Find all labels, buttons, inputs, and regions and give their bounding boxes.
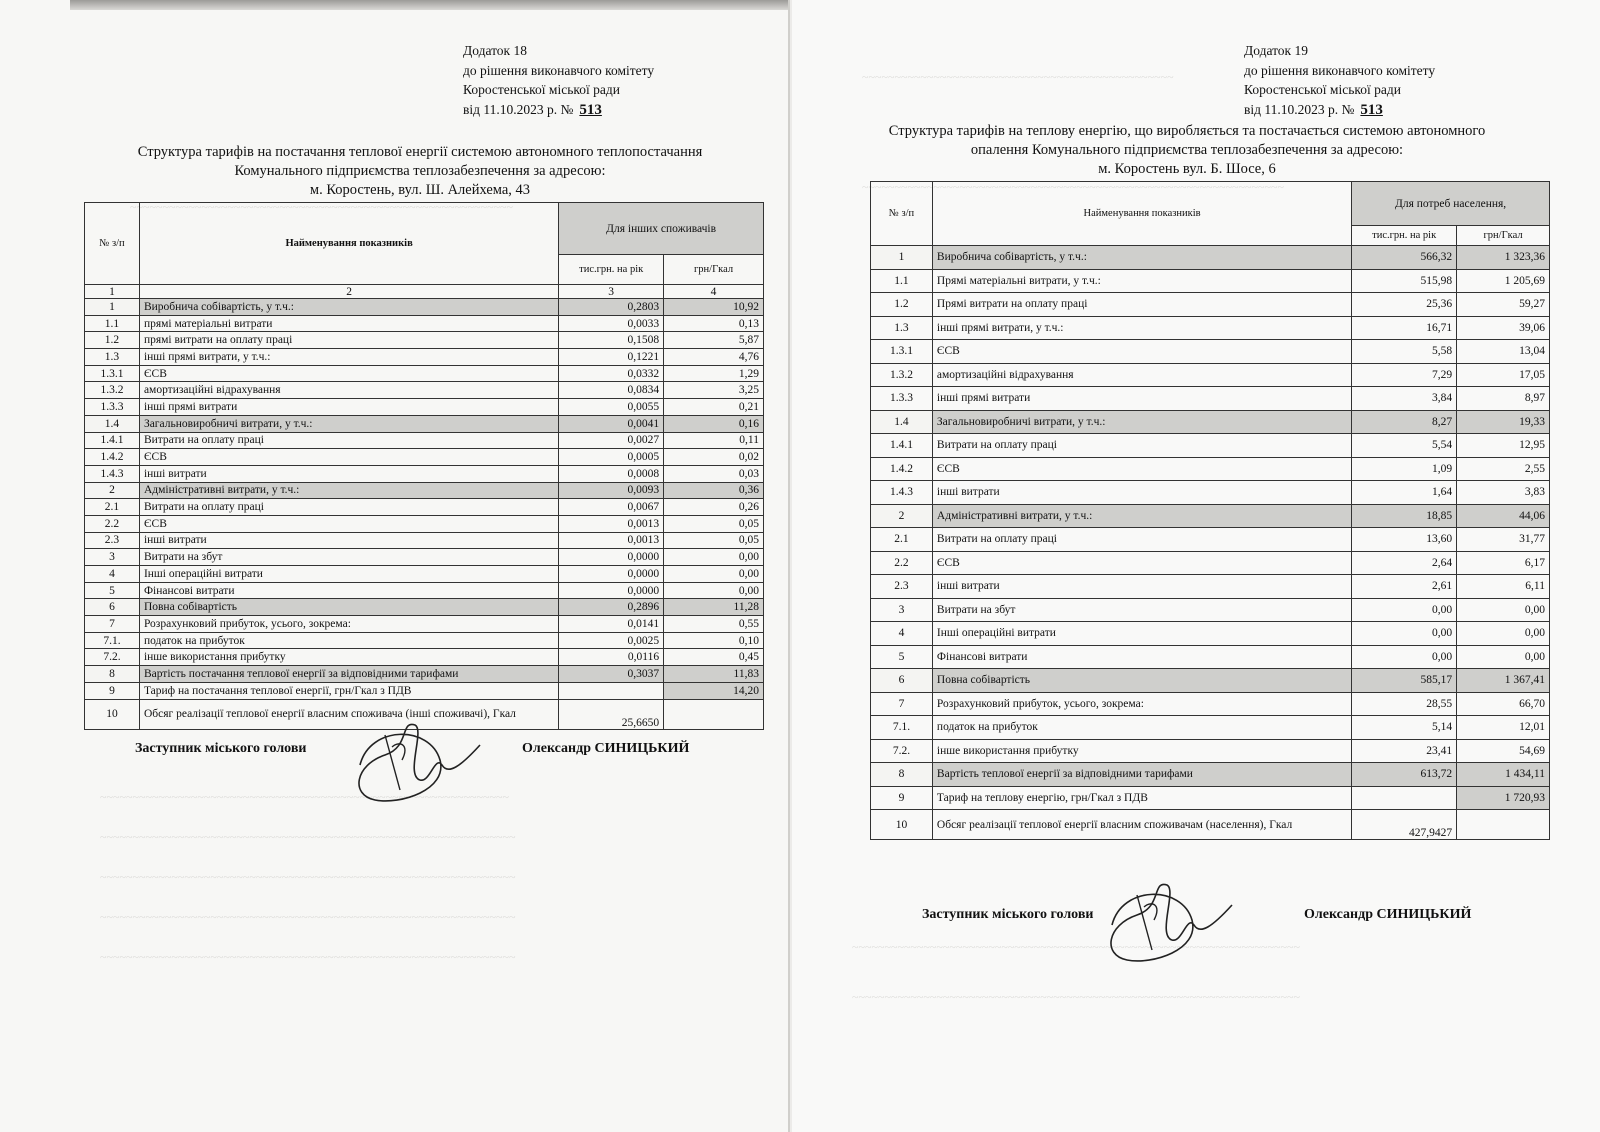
row-number-cell: 1.4 — [871, 410, 933, 434]
row-number-cell: 1.2 — [85, 332, 140, 349]
row-gcal-value-cell: 0,55 — [664, 616, 764, 633]
row-name-cell: Загальновиробничі витрати, у т.ч.: — [139, 415, 558, 432]
row-gcal-value-cell: 11,83 — [664, 666, 764, 683]
row-name-cell: Інші операційні витрати — [932, 622, 1351, 646]
row-number-cell: 1.4 — [85, 415, 140, 432]
index-cell: 1 — [85, 285, 140, 299]
tariff-table — [84, 202, 764, 730]
table-row — [871, 293, 1550, 317]
row-name-cell: податок на прибуток — [932, 716, 1351, 740]
row-name-cell: Витрати на оплату праці — [139, 432, 558, 449]
row-name-cell: ЄСВ — [139, 515, 558, 532]
table-row — [871, 763, 1550, 787]
row-number-cell: 1.3.2 — [871, 363, 933, 387]
row-number-cell: 6 — [85, 599, 140, 616]
row-year-value-cell: 0,0008 — [559, 465, 664, 482]
row-name-cell: Прямі витрати на оплату праці — [932, 293, 1351, 317]
row-year-value-cell: 0,00 — [1352, 645, 1457, 669]
row-name-cell: інші прямі витрати — [932, 387, 1351, 411]
row-number-cell: 1.3 — [871, 316, 933, 340]
row-gcal-value-cell: 0,00 — [1457, 645, 1550, 669]
row-year-value-cell — [1352, 786, 1457, 810]
signatory-title: Заступник міського голови — [922, 907, 1094, 922]
row-year-value-cell: 5,58 — [1352, 340, 1457, 364]
row-gcal-value-cell: 0,16 — [664, 415, 764, 432]
col-header-year: тис.грн. на рік — [1352, 226, 1457, 246]
row-year-value-cell: 25,36 — [1352, 293, 1457, 317]
table-row — [871, 810, 1550, 840]
table-row — [85, 666, 764, 683]
row-number-cell: 1.1 — [871, 269, 933, 293]
row-number-cell: 1.4.3 — [871, 481, 933, 505]
row-name-cell: Обсяг реалізації теплової енергії власним споживачам (населення), Гкал — [932, 810, 1351, 840]
appendix-decision: до рішення виконавчого комітету — [1244, 62, 1436, 78]
row-year-value-cell: 515,98 — [1352, 269, 1457, 293]
row-gcal-value-cell: 6,17 — [1457, 551, 1550, 575]
bleed-through-text: ~~~~~~~~~~~~~~~~~~~~~~~~~~~~~~~~~~~~~~~~~~~~~~~~~~~~~~~~~~~~~~~~ — [100, 870, 516, 884]
row-year-value-cell: 0,0834 — [559, 382, 664, 399]
row-number-cell: 8 — [85, 666, 140, 683]
row-number-cell: 8 — [871, 763, 933, 787]
col-header-gcal: грн/Гкал — [1457, 226, 1550, 246]
row-gcal-value-cell: 5,87 — [664, 332, 764, 349]
row-gcal-value-cell: 0,26 — [664, 499, 764, 516]
row-name-cell: Виробнича собівартість, у т.ч.: — [932, 246, 1351, 270]
row-gcal-value-cell: 0,03 — [664, 465, 764, 482]
row-gcal-value-cell: 10,92 — [664, 299, 764, 316]
bleed-through-text: ~~~~~~~~~~~~~~~~~~~~~~~~~~~~~~~~~~~~~~~~~~~~~~~~ — [862, 70, 1174, 84]
row-year-value-cell: 25,6650 — [559, 699, 664, 729]
index-cell: 3 — [559, 285, 664, 299]
row-name-cell: Витрати на збут — [932, 598, 1351, 622]
row-gcal-value-cell: 66,70 — [1457, 692, 1550, 716]
index-cell: 4 — [664, 285, 764, 299]
col-header-name: Найменування показників — [932, 182, 1351, 246]
row-name-cell: інші витрати — [139, 532, 558, 549]
signatory-title: Заступник міського голови — [135, 741, 307, 756]
bleed-through-text: ~~~~~~~~~~~~~~~~~~~~~~~~~~~~~~~~~~~~~~~~~~~~~~~~~~~~~~~~~~~~~~~~~~~~~ — [852, 990, 1300, 1004]
row-year-value-cell: 0,0000 — [559, 566, 664, 583]
row-year-value-cell: 0,0005 — [559, 449, 664, 466]
row-number-cell: 5 — [85, 582, 140, 599]
row-name-cell: Інші операційні витрати — [139, 566, 558, 583]
row-year-value-cell: 0,0013 — [559, 532, 664, 549]
row-gcal-value-cell: 0,05 — [664, 515, 764, 532]
row-name-cell: ЄСВ — [932, 551, 1351, 575]
table-row — [871, 739, 1550, 763]
row-number-cell: 2.3 — [85, 532, 140, 549]
row-gcal-value-cell: 0,00 — [664, 582, 764, 599]
row-gcal-value-cell: 31,77 — [1457, 528, 1550, 552]
table-row — [871, 786, 1550, 810]
row-gcal-value-cell: 11,28 — [664, 599, 764, 616]
table-row — [85, 582, 764, 599]
row-name-cell: Витрати на оплату праці — [139, 499, 558, 516]
row-year-value-cell: 0,1221 — [559, 349, 664, 366]
row-gcal-value-cell: 0,13 — [664, 315, 764, 332]
appendix-number: Додаток 19 — [1244, 43, 1308, 58]
row-number-cell: 1.1 — [85, 315, 140, 332]
table-row — [871, 340, 1550, 364]
table-row — [85, 482, 764, 499]
row-gcal-value-cell: 1 720,93 — [1457, 786, 1550, 810]
table-row — [871, 387, 1550, 411]
row-number-cell: 4 — [85, 566, 140, 583]
table-row — [871, 457, 1550, 481]
row-number-cell: 3 — [85, 549, 140, 566]
table-row — [85, 616, 764, 633]
row-gcal-value-cell: 0,05 — [664, 532, 764, 549]
row-number-cell: 7.1. — [871, 716, 933, 740]
row-name-cell: прямі витрати на оплату праці — [139, 332, 558, 349]
row-name-cell: Виробнича собівартість, у т.ч.: — [139, 299, 558, 316]
table-row — [85, 382, 764, 399]
row-number-cell: 10 — [871, 810, 933, 840]
row-number-cell: 2.3 — [871, 575, 933, 599]
row-year-value-cell: 3,84 — [1352, 387, 1457, 411]
table-row — [85, 682, 764, 699]
row-number-cell: 7.2. — [85, 649, 140, 666]
row-year-value-cell: 0,0000 — [559, 582, 664, 599]
row-gcal-value-cell: 3,83 — [1457, 481, 1550, 505]
row-gcal-value-cell: 0,00 — [1457, 622, 1550, 646]
table-row — [85, 499, 764, 516]
row-name-cell: ЄСВ — [932, 457, 1351, 481]
table-row — [85, 449, 764, 466]
table-row — [871, 481, 1550, 505]
row-number-cell: 7.2. — [871, 739, 933, 763]
table-row — [85, 649, 764, 666]
row-name-cell: інші витрати — [139, 465, 558, 482]
row-name-cell: амортизаційні відрахування — [932, 363, 1351, 387]
row-year-value-cell: 0,0041 — [559, 415, 664, 432]
row-gcal-value-cell: 1 323,36 — [1457, 246, 1550, 270]
row-name-cell: Фінансові витрати — [139, 582, 558, 599]
row-name-cell: Витрати на оплату праці — [932, 528, 1351, 552]
appendix-header — [463, 41, 654, 120]
row-year-value-cell: 0,0027 — [559, 432, 664, 449]
bleed-through-text: ~~~~~~~~~~~~~~~~~~~~~~~~~~~~~~~~~~~~~~~~~~~~~~~~~~~~~~~~~~~~~~~~ — [100, 830, 516, 844]
row-gcal-value-cell: 13,04 — [1457, 340, 1550, 364]
row-name-cell: Повна собівартість — [139, 599, 558, 616]
row-year-value-cell: 0,0332 — [559, 365, 664, 382]
row-gcal-value-cell: 0,36 — [664, 482, 764, 499]
row-year-value-cell: 0,0000 — [559, 549, 664, 566]
row-gcal-value-cell: 0,10 — [664, 632, 764, 649]
row-gcal-value-cell — [664, 699, 764, 729]
row-number-cell: 3 — [871, 598, 933, 622]
row-year-value-cell: 0,1508 — [559, 332, 664, 349]
row-number-cell: 1.2 — [871, 293, 933, 317]
left-page — [0, 0, 790, 1132]
index-cell: 2 — [139, 285, 558, 299]
row-year-value-cell: 16,71 — [1352, 316, 1457, 340]
row-name-cell: Витрати на збут — [139, 549, 558, 566]
row-year-value-cell: 613,72 — [1352, 763, 1457, 787]
row-number-cell: 10 — [85, 699, 140, 729]
handwritten-signature — [330, 705, 490, 815]
signatory-name: Олександр СИНИЦЬКИЙ — [522, 741, 690, 756]
table-row — [871, 528, 1550, 552]
row-number-cell: 1.3.1 — [85, 365, 140, 382]
col-header-group: Для потреб населення, — [1352, 182, 1550, 226]
row-number-cell: 1.4.1 — [871, 434, 933, 458]
row-number-cell: 7.1. — [85, 632, 140, 649]
row-year-value-cell: 0,0055 — [559, 399, 664, 416]
row-gcal-value-cell: 0,00 — [664, 549, 764, 566]
row-number-cell: 1 — [871, 246, 933, 270]
row-name-cell: інші прямі витрати, у т.ч.: — [139, 349, 558, 366]
row-gcal-value-cell: 1 205,69 — [1457, 269, 1550, 293]
table-row — [871, 504, 1550, 528]
bleed-through-text: ~~~~~~~~~~~~~~~~~~~~~~~~~~~~~~~~~~~~~~~~~~~~~~~~~~~~~~~~~~~~~~~~ — [100, 910, 516, 924]
signatory-name: Олександр СИНИЦЬКИЙ — [1304, 907, 1472, 922]
col-header-name: Найменування показників — [139, 203, 558, 285]
row-number-cell: 1.3.3 — [85, 399, 140, 416]
table-row — [85, 432, 764, 449]
row-number-cell: 1.4.2 — [85, 449, 140, 466]
row-name-cell: амортизаційні відрахування — [139, 382, 558, 399]
table-row — [85, 415, 764, 432]
table-row — [871, 410, 1550, 434]
row-number-cell: 6 — [871, 669, 933, 693]
row-gcal-value-cell: 54,69 — [1457, 739, 1550, 763]
bleed-through-text: ~~~~~~~~~~~~~~~~~~~~~~~~~~~~~~~~~~~~~~~~~~~~~~~~~~~~~~~~~~~~~~~ — [100, 790, 510, 804]
row-year-value-cell: 0,0025 — [559, 632, 664, 649]
row-name-cell: Тариф на теплову енергію, грн/Гкал з ПДВ — [932, 786, 1351, 810]
row-gcal-value-cell: 8,97 — [1457, 387, 1550, 411]
row-year-value-cell: 427,9427 — [1352, 810, 1457, 840]
row-name-cell: ЄСВ — [139, 449, 558, 466]
row-name-cell: інші прямі витрати — [139, 399, 558, 416]
table-row — [85, 349, 764, 366]
row-number-cell: 9 — [85, 682, 140, 699]
row-year-value-cell: 5,54 — [1352, 434, 1457, 458]
row-number-cell: 7 — [85, 616, 140, 633]
scan-edge — [70, 0, 788, 10]
appendix-decision: до рішення виконавчого комітету — [463, 62, 655, 78]
row-gcal-value-cell: 12,01 — [1457, 716, 1550, 740]
row-year-value-cell — [559, 682, 664, 699]
row-name-cell: Вартість теплової енергії за відповідними тарифами — [932, 763, 1351, 787]
row-number-cell: 7 — [871, 692, 933, 716]
table-row — [85, 599, 764, 616]
row-name-cell: Витрати на оплату праці — [932, 434, 1351, 458]
row-number-cell: 2 — [871, 504, 933, 528]
col-header-year: тис.грн. на рік — [559, 255, 664, 285]
table-row — [85, 532, 764, 549]
row-name-cell: Адміністративні витрати, у т.ч.: — [932, 504, 1351, 528]
table-row — [871, 692, 1550, 716]
handwritten-signature — [1082, 865, 1242, 975]
appendix-header — [1244, 41, 1435, 120]
col-header-group: Для інших споживачів — [559, 203, 764, 255]
row-name-cell: Вартість постачання теплової енергії за відповідними тарифами — [139, 666, 558, 683]
row-gcal-value-cell — [1457, 810, 1550, 840]
row-gcal-value-cell: 59,27 — [1457, 293, 1550, 317]
row-number-cell: 1.3.2 — [85, 382, 140, 399]
table-row — [871, 669, 1550, 693]
table-row — [85, 632, 764, 649]
row-year-value-cell: 18,85 — [1352, 504, 1457, 528]
row-gcal-value-cell: 1 367,41 — [1457, 669, 1550, 693]
row-year-value-cell: 23,41 — [1352, 739, 1457, 763]
row-year-value-cell: 1,64 — [1352, 481, 1457, 505]
decision-number: 513 — [1360, 101, 1383, 118]
row-gcal-value-cell: 6,11 — [1457, 575, 1550, 599]
table-row — [85, 515, 764, 532]
row-year-value-cell: 0,0093 — [559, 482, 664, 499]
row-gcal-value-cell: 12,95 — [1457, 434, 1550, 458]
table-row — [871, 434, 1550, 458]
row-year-value-cell: 5,14 — [1352, 716, 1457, 740]
table-row — [85, 299, 764, 316]
table-row — [85, 549, 764, 566]
table-row — [871, 575, 1550, 599]
row-gcal-value-cell: 19,33 — [1457, 410, 1550, 434]
row-name-cell: Фінансові витрати — [932, 645, 1351, 669]
table-row — [85, 365, 764, 382]
row-year-value-cell: 0,0033 — [559, 315, 664, 332]
col-header-gcal: грн/Гкал — [664, 255, 764, 285]
row-number-cell: 2.1 — [85, 499, 140, 516]
row-number-cell: 1.3 — [85, 349, 140, 366]
row-gcal-value-cell: 0,00 — [1457, 598, 1550, 622]
row-year-value-cell: 585,17 — [1352, 669, 1457, 693]
bleed-through-text: ~~~~~~~~~~~~~~~~~~~~~~~~~~~~~~~~~~~~~~~~~~~~~~~~~~~~~~~~~~~~~~~~~ — [862, 180, 1284, 194]
table-row — [871, 622, 1550, 646]
row-gcal-value-cell: 0,21 — [664, 399, 764, 416]
row-gcal-value-cell: 2,55 — [1457, 457, 1550, 481]
row-name-cell: Загальновиробничі витрати, у т.ч.: — [932, 410, 1351, 434]
row-name-cell: інше використання прибутку — [932, 739, 1351, 763]
row-year-value-cell: 8,27 — [1352, 410, 1457, 434]
row-name-cell: Адміністративні витрати, у т.ч.: — [139, 482, 558, 499]
row-year-value-cell: 0,2803 — [559, 299, 664, 316]
row-name-cell: Розрахунковий прибуток, усього, зокрема: — [932, 692, 1351, 716]
col-header-number: № з/п — [85, 203, 140, 285]
row-number-cell: 1.3.1 — [871, 340, 933, 364]
decision-number: 513 — [579, 101, 602, 118]
table-row — [871, 316, 1550, 340]
row-gcal-value-cell: 3,25 — [664, 382, 764, 399]
table-row — [871, 598, 1550, 622]
row-gcal-value-cell: 0,00 — [664, 566, 764, 583]
row-name-cell: ЄСВ — [139, 365, 558, 382]
row-number-cell: 4 — [871, 622, 933, 646]
row-year-value-cell: 2,64 — [1352, 551, 1457, 575]
row-number-cell: 1.4.2 — [871, 457, 933, 481]
table-row — [85, 332, 764, 349]
document-title: Структура тарифів на теплову енергію, що виробляється та постачається системою автономного опалення Комунального підприємства теплозабезпечення за адресою: м. Коростень вул. Б. Шосе, 6 — [888, 123, 1486, 177]
row-year-value-cell: 7,29 — [1352, 363, 1457, 387]
row-name-cell: Тариф на постачання теплової енергії, грн/Гкал з ПДВ — [139, 682, 558, 699]
row-name-cell: Розрахунковий прибуток, усього, зокрема: — [139, 616, 558, 633]
tariff-table — [870, 181, 1550, 840]
row-year-value-cell: 13,60 — [1352, 528, 1457, 552]
row-number-cell: 9 — [871, 786, 933, 810]
row-gcal-value-cell: 4,76 — [664, 349, 764, 366]
row-name-cell: інше використання прибутку — [139, 649, 558, 666]
row-number-cell: 5 — [871, 645, 933, 669]
row-gcal-value-cell: 0,45 — [664, 649, 764, 666]
row-number-cell: 1.4.3 — [85, 465, 140, 482]
row-year-value-cell: 0,2896 — [559, 599, 664, 616]
row-year-value-cell: 0,0116 — [559, 649, 664, 666]
row-number-cell: 2.1 — [871, 528, 933, 552]
table-row — [871, 716, 1550, 740]
row-gcal-value-cell: 0,02 — [664, 449, 764, 466]
row-gcal-value-cell: 14,20 — [664, 682, 764, 699]
row-name-cell: ЄСВ — [932, 340, 1351, 364]
row-name-cell: Повна собівартість — [932, 669, 1351, 693]
row-gcal-value-cell: 39,06 — [1457, 316, 1550, 340]
table-row — [85, 399, 764, 416]
row-year-value-cell: 0,3037 — [559, 666, 664, 683]
table-row — [85, 465, 764, 482]
appendix-council: Коростенської міської ради — [463, 82, 620, 97]
appendix-number: Додаток 18 — [463, 43, 527, 58]
row-name-cell: податок на прибуток — [139, 632, 558, 649]
row-name-cell: інші прямі витрати, у т.ч.: — [932, 316, 1351, 340]
row-year-value-cell: 2,61 — [1352, 575, 1457, 599]
row-gcal-value-cell: 1 434,11 — [1457, 763, 1550, 787]
col-header-number: № з/п — [871, 182, 933, 246]
row-number-cell: 2.2 — [871, 551, 933, 575]
row-year-value-cell: 0,00 — [1352, 622, 1457, 646]
row-year-value-cell: 0,0067 — [559, 499, 664, 516]
row-gcal-value-cell: 1,29 — [664, 365, 764, 382]
row-name-cell: Обсяг реалізації теплової енергії власним споживача (інші споживачі), Гкал — [139, 699, 558, 729]
row-gcal-value-cell: 44,06 — [1457, 504, 1550, 528]
table-row — [871, 645, 1550, 669]
bleed-through-text: ~~~~~~~~~~~~~~~~~~~~~~~~~~~~~~~~~~~~~~~~~~~~~~~~~~~~~~~~~~~~~~~~ — [100, 950, 516, 964]
row-year-value-cell: 0,0013 — [559, 515, 664, 532]
table-row — [85, 315, 764, 332]
appendix-date: від 11.10.2023 р. № 513 — [463, 100, 654, 121]
appendix-date: від 11.10.2023 р. № 513 — [1244, 100, 1435, 121]
row-year-value-cell: 0,00 — [1352, 598, 1457, 622]
row-year-value-cell: 28,55 — [1352, 692, 1457, 716]
table-row — [871, 551, 1550, 575]
table-row — [871, 363, 1550, 387]
table-row — [871, 269, 1550, 293]
table-row — [871, 246, 1550, 270]
row-gcal-value-cell: 0,11 — [664, 432, 764, 449]
bleed-through-text: ~~~~~~~~~~~~~~~~~~~~~~~~~~~~~~~~~~~~~~~~~~~~~~~~~~~~~~~~~~~ — [130, 200, 514, 214]
row-year-value-cell: 1,09 — [1352, 457, 1457, 481]
appendix-council: Коростенської міської ради — [1244, 82, 1401, 97]
table-row — [85, 566, 764, 583]
row-name-cell: прямі матеріальні витрати — [139, 315, 558, 332]
row-number-cell: 1 — [85, 299, 140, 316]
row-year-value-cell: 566,32 — [1352, 246, 1457, 270]
row-number-cell: 2.2 — [85, 515, 140, 532]
row-gcal-value-cell: 17,05 — [1457, 363, 1550, 387]
row-name-cell: Прямі матеріальні витрати, у т.ч.: — [932, 269, 1351, 293]
row-year-value-cell: 0,0141 — [559, 616, 664, 633]
row-name-cell: інші витрати — [932, 481, 1351, 505]
row-name-cell: інші витрати — [932, 575, 1351, 599]
row-number-cell: 1.4.1 — [85, 432, 140, 449]
right-page — [792, 0, 1600, 1132]
document-title: Структура тарифів на постачання теплової енергії системою автономного теплопостачання Комунального підприємства теплозабезпечення за адресою: м. Коростень, вул. Ш. Алейхема, 43 — [137, 144, 703, 198]
bleed-through-text: ~~~~~~~~~~~~~~~~~~~~~~~~~~~~~~~~~~~~~~~~~~~~~~~~~~~~~~~~~~~~~~~~~~~~~ — [852, 940, 1300, 954]
row-number-cell: 1.3.3 — [871, 387, 933, 411]
row-number-cell: 2 — [85, 482, 140, 499]
